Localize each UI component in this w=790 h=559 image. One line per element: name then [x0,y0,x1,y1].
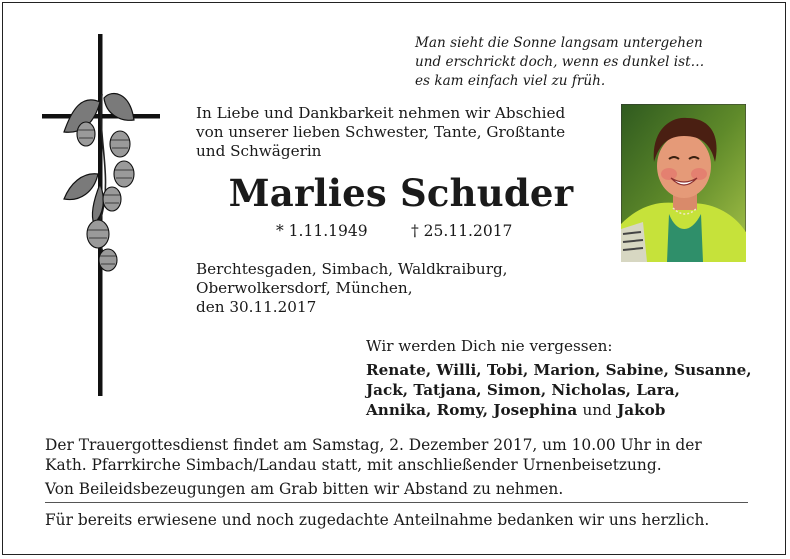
places-line: Berchtesgaden, Simbach, Waldkraiburg, [196,260,508,278]
places-line: den 30.11.2017 [196,298,317,316]
mourners-names: Annika, Romy, Josephina [366,401,578,419]
mourners-intro: Wir werden Dich nie vergessen: [366,337,613,355]
motto-line: und erschrickt doch, wenn es dunkel ist… [415,54,705,70]
places-text [196,260,606,317]
deceased-name: Marlies Schuder [228,171,574,215]
motto-line: es kam einfach viel zu früh. [415,73,606,89]
intro-line: von unserer lieben Schwester, Tante, Großtante [196,123,566,141]
birth-date: * 1.11.1949 [276,222,368,240]
cross-with-hops-icon [42,34,162,396]
thanks-text: Für bereits erwiesene und noch zugedachte Anteilnahme bedanken wir uns herzlich. [45,511,710,529]
portrait-photo [621,104,746,262]
intro-line: In Liebe und Dankbarkeit nehmen wir Abschied [196,104,566,122]
mourners-und: und [582,401,612,419]
motto-line: Man sieht die Sonne langsam untergehen [415,35,703,51]
divider [45,502,748,503]
places-line: Oberwolkersdorf, München, [196,279,413,297]
mourners-line: Jack, Tatjana, Simon, Nicholas, Lara, [366,381,680,399]
death-date: † 25.11.2017 [411,222,513,240]
service-line: Der Trauergottesdienst findet am Samstag, 2. Dezember 2017, um 10.00 Uhr in der [45,436,702,454]
mourners-last: Jakob [617,401,666,419]
service-line: Von Beileidsbezeugungen am Grab bitten wir Abstand zu nehmen. [45,480,564,498]
motto-verse [415,34,765,91]
mourners-line: Renate, Willi, Tobi, Marion, Sabine, Susanne, [366,361,752,379]
service-line: Kath. Pfarrkirche Simbach/Landau statt, mit anschließender Urnenbeisetzung. [45,456,662,474]
service-text [45,435,765,499]
intro-text [196,104,606,161]
mourners-line [366,400,776,420]
intro-line: und Schwägerin [196,142,322,160]
mourners-list [366,360,776,420]
